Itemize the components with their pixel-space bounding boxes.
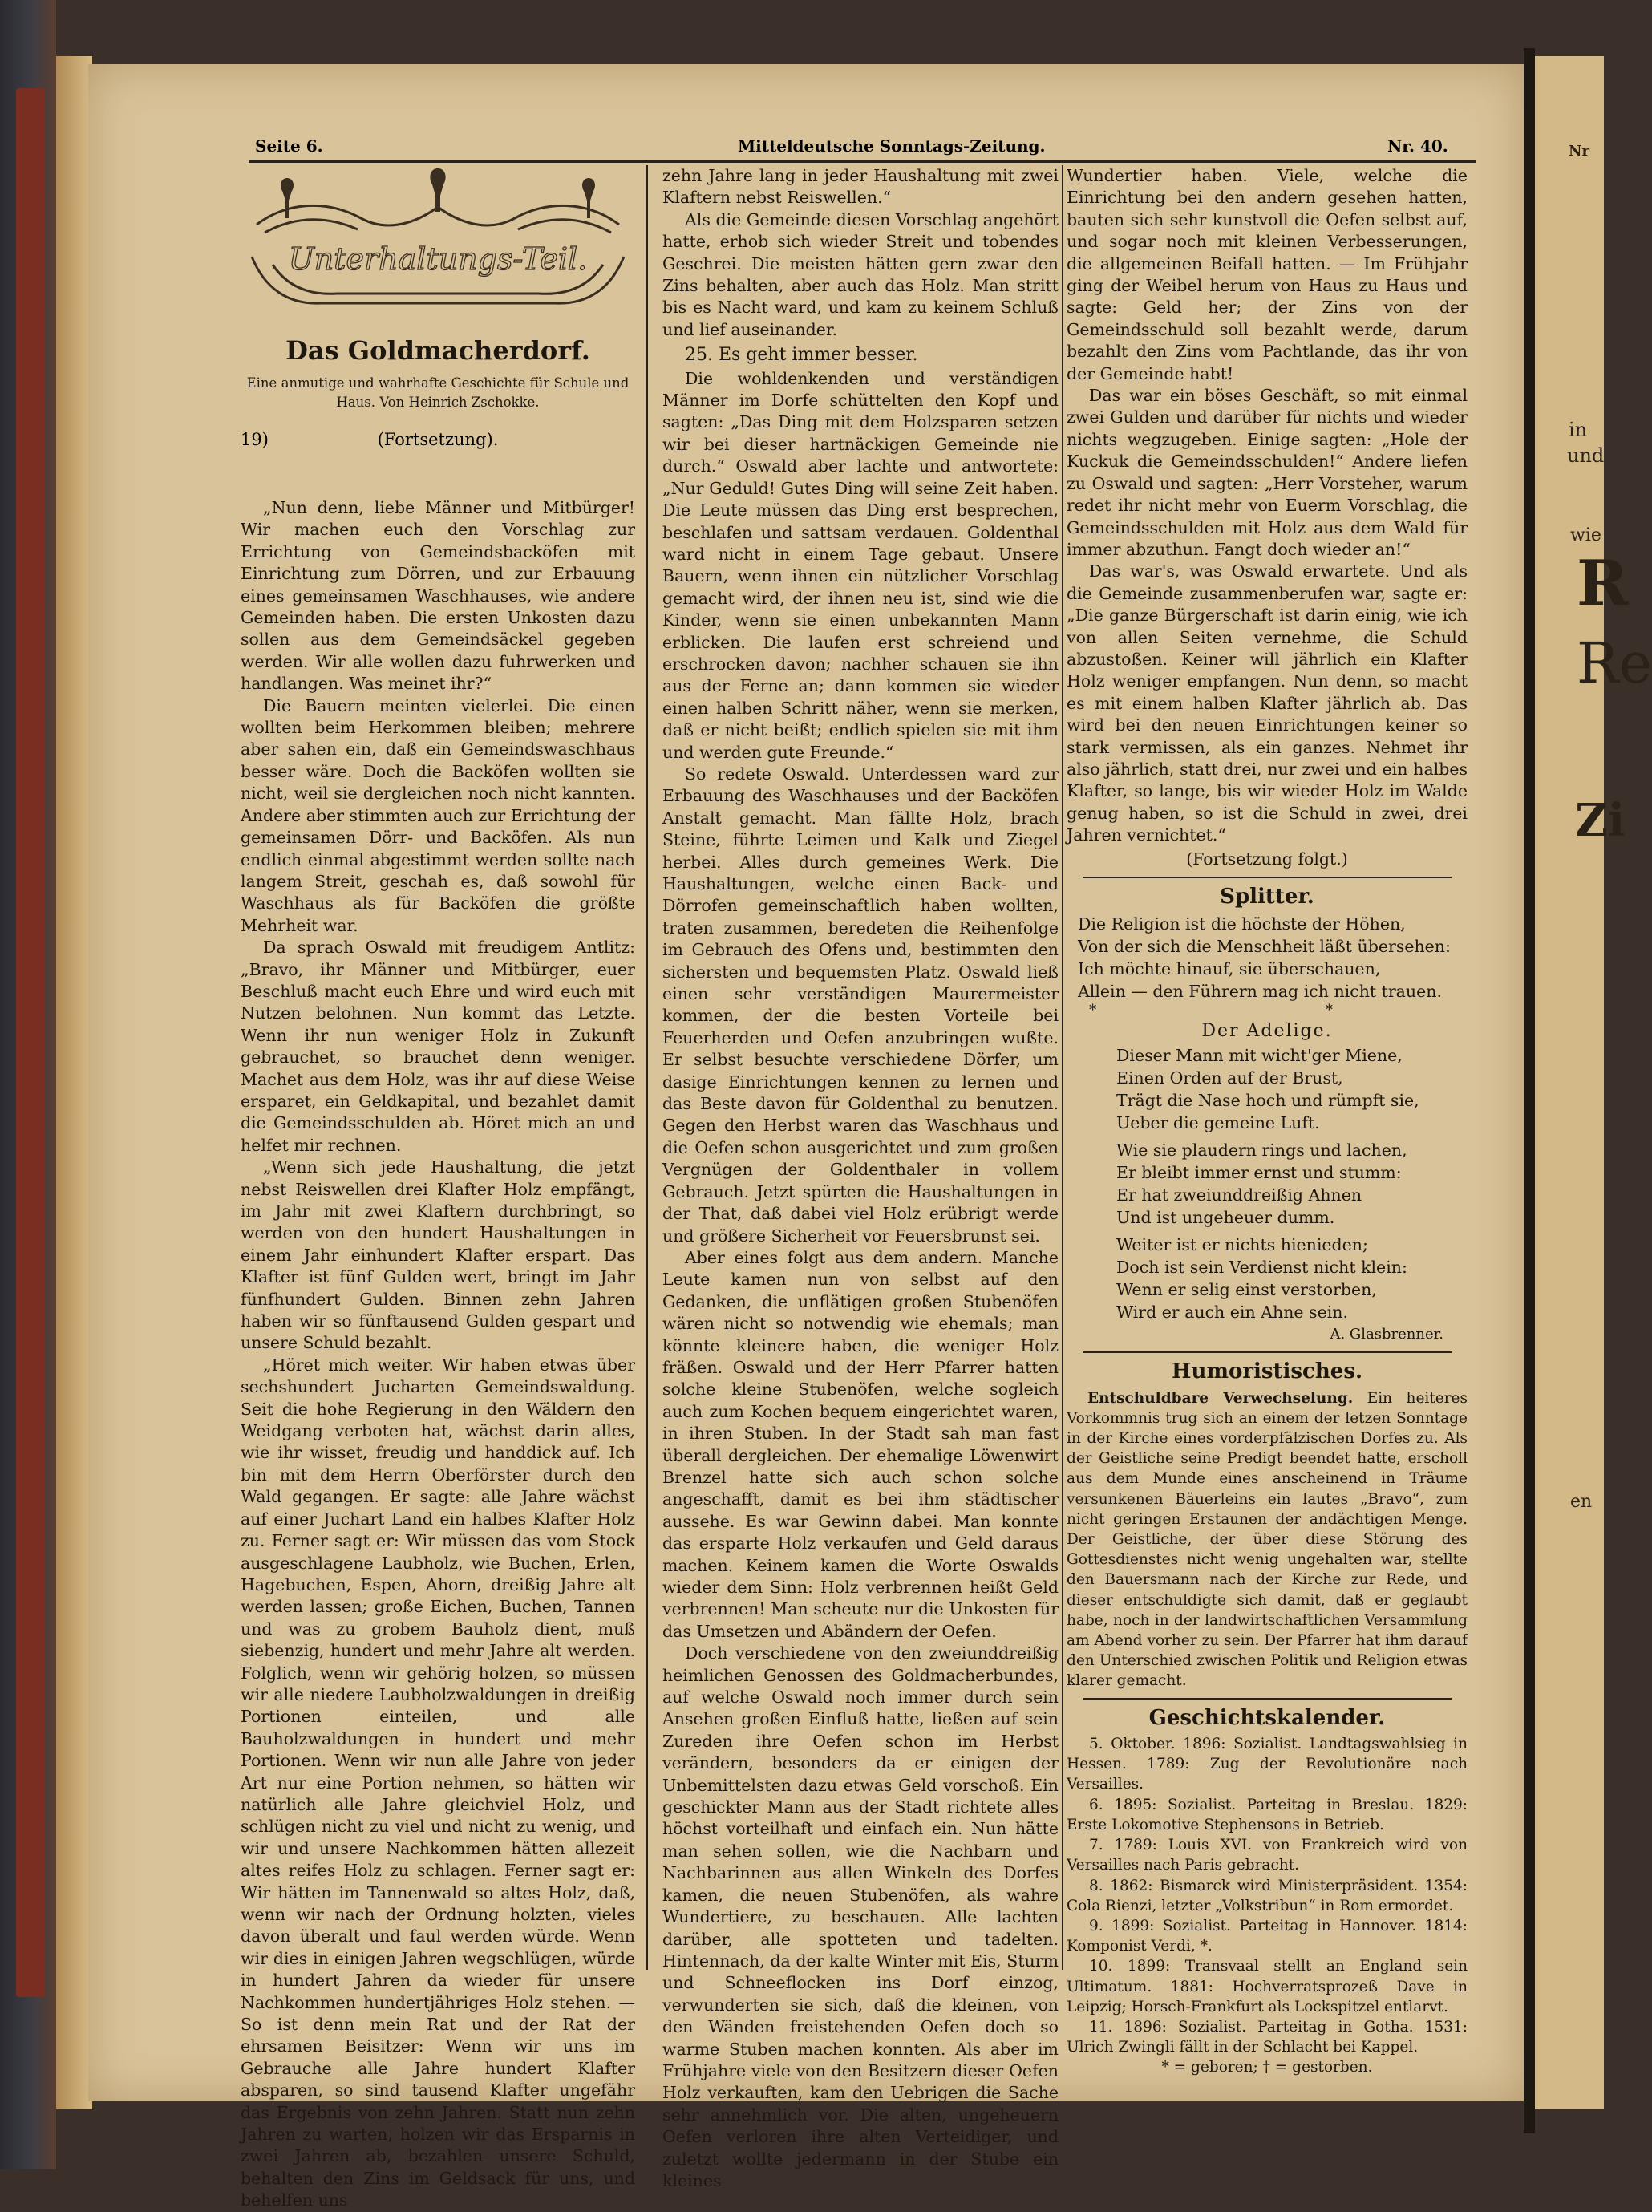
paragraph: So redete Oswald. Unterdessen ward zur Erbauung des Waschhauses und der Backöfen Anstalt gemacht. Man fällte Holz, brach Steine, führte Leimen und Kalk und Ziegel herbei. Alles durch gemeines Werk. Die Haushaltungen, welche einen Back- und Dörrofen gemeinschaftlich haben wollten, traten zusammen, beredeten die Reihenfolge im Gebrauch des Ofens und, bestimmten den sichersten und bequemsten Platz. Oswald ließ einen sehr verständigen Maurermeister kommen, der die besten Vorteile bei Feuerherden und Oefen anzubringen wußte. Er selbst besuchte verschiedene Dörfer, um dasige Einrichtungen kennen zu lernen und das Beste davon für Goldenthal zu benutzen. Gegen den Herbst waren das Waschhaus und die Oefen schon ausgerichtet und zum großen Vergnügen der Goldenthaler in vollem Gebrauch. Jetzt spürten die Haushaltungen in der That, daß dabei viel Holz erübrigt werde und größere Sicherheit vor Feuersbrunst sei. (662, 764, 1059, 1246)
story-title: Das Goldmacherdorf. (285, 335, 590, 366)
splitter-verse (1067, 913, 1468, 1003)
story-subtitle (241, 374, 635, 412)
poem-line: Trägt die Nase hoch und rümpft sie, (1116, 1090, 1419, 1110)
poem-line: Dieser Mann mit wicht'ger Miene, (1116, 1045, 1403, 1065)
column-rule (1062, 165, 1063, 1970)
page-number: Seite 6. (255, 136, 323, 156)
paragraph: „Höret mich weiter. Wir haben etwas über sechshundert Jucharten Gemeindswaldung. Seit die hohe Regierung in den Wäldern den Weidgang verboten hat, wächst darin alles, wie ihr wisset, freudig und handdick auf. Ich bin mit dem Herrn Oberförster durch den Wald gegangen. Er sagte: alle Jahre wächst auf einer Juchart Land ein halbes Klafter Holz zu. Ferner sagt er: Wir müssen das vom Stock ausgeschlagene Laubholz, wie Buchen, Erlen, Hagebuchen, Espen, Ahorn, dreißig Jahre alt werden lassen; große Eichen, Buchen, Tannen und was zu grobem Bauholz dient, muß siebenzig, hundert und mehr Jahre alt werden. Folglich, wenn wir gehörig holzen, so müssen wir alle niedere Laubholzwaldungen in dreißig Portionen einteilen, und alle Bauholzwaldungen in hundert und mehr Portionen. Wenn wir nun alle Jahre von jeder Art nur eine Portion nehmen, so hätten wir natürlich alle Jahre gleichviel Holz, und schlügen nicht zu viel und nicht zu wenig, und wir und unsere Nachkommen hätten allezeit altes reifes Holz zu schlagen. Ferner sagt er: Wir hätten im Tannenwald so altes Holz, daß, wenn wir nach der Ordnung holzten, vieles davon überalt und faul werden würde. Wenn wir dies in einigen Jahren wegschlügen, würde in hundert Jahren da wieder für unsere Nachkommen hundertjähriges Holz stehen. — So ist denn mein Rat und der Rat der ehrsamen Beisitzer: Wenn wir uns im Gebrauche alle Jahre hundert Klafter absparen, so sind tausend Klafter ungefähr das Ergebnis von zehn Jahren. Statt nun zehn Jahren zu warten, holzen wir das Ersparnis in zwei Jahren ab, bezahlen unsere Schuld, behalten den Zins im Geldsack für uns, und behelfen uns (241, 1355, 635, 2210)
subtitle-line: Haus. Von Heinrich Zschokke. (336, 395, 540, 410)
calendar-entry: 11. 1896: Sozialist. Parteitag in Gotha. 1531: Ulrich Zwingli fällt in der Schlacht bei Kappel. (1067, 2018, 1468, 2056)
next-page-fragment: R (1577, 547, 1629, 620)
calendar-entry: 9. 1899: Sozialist. Parteitag in Hannover. 1814: Komponist Verdi, *. (1067, 1917, 1468, 1955)
divider (1083, 1351, 1452, 1353)
calendar-entry: 8. 1862: Bismarck wird Ministerpräsident. 1354: Cola Rienzi, letzter „Volkstribun“ in Rom ermordet. (1067, 1877, 1468, 1914)
poem-line: Und ist ungeheuer dumm. (1116, 1207, 1335, 1227)
binding-strip (16, 88, 45, 1997)
story-column-3 (1067, 165, 1468, 2078)
newspaper-title: Mitteldeutsche Sonntags-Zeitung. (738, 136, 1046, 156)
paragraph: Das war ein böses Geschäft, so mit einmal zwei Gulden und darüber für nichts und wieder nichts wegzugeben. Einige sagten: „Hole der Kuckuk die Gemeindsschulden!“ Andere liefen zu Oswald und sagten: „Herr Vorsteher, warum redet ihr nicht mehr von Euerm Vorschlag, die Gemeindsschulden mit Holz aus dem Wald für immer abzuthun. Fangt doch wieder an!“ (1067, 386, 1468, 559)
verse-line: Die Religion ist die höchste der Höhen, (1078, 914, 1406, 934)
calendar-entry: 6. 1895: Sozialist. Parteitag in Breslau. 1829: Erste Lokomotive Stephensons in Betrieb. (1067, 1796, 1468, 1833)
next-page-edge (1535, 56, 1652, 2109)
paragraph: Doch verschiedene von den zweiunddreißig heimlichen Genossen des Goldmacherbundes, auf welche Oswald noch immer durch sein Ansehen großen Einfluß hatte, ließen auf sein Zureden ihre Oefen schon im Herbst verändern, besonders da er einigen der Unbemittelsten dazu etwas Geld vorschoß. Ein geschickter Mann aus der Stadt richtete alles höchst vorteilhaft und einfach ein. Nun hätte man sehen sollen, wie die Nachbarn und Nachbarinnen aus allen Winkeln des Dorfes kamen, die neuen Stubenöfen, als wahre Wundertiere, zu beschauen. Alle lachten darüber, alle spotteten und tadelten. Hintennach, da der kalte Winter mit Eis, Sturm und Schneeflocken ins Dorf einzog, verwunderten sie sich, daß die kleinen, von den Wänden freistehenden Oefen doch so warme Stuben machen konnten. Als aber im Frühjahre viele von den Besitzern dieser Oefen Holz verkauften, kam den Uebrigen die Sache sehr annehmlich vor. Die alten, ungeheuern Oefen verloren ihre alten Verteidiger, und zuletzt wollte jedermann in der Stube ein kleines (662, 1643, 1059, 2190)
next-page-fragment: Re (1577, 630, 1652, 696)
paragraph: Die Bauern meinten vielerlei. Die einen wollten beim Herkommen bleiben; mehrere aber sahen ein, daß ein Gemeindswaschhaus besser wäre. Doch die Backöfen wollten sie nicht, weil sie dergleichen noch nicht kannten. Andere aber stimmten auch zur Errichtung der gemeinsamen Dörr- und Backöfen. Als nun endlich einmal abgestimmt werden sollte nach langem Streit, geschah es, daß sowohl für Waschhaus als für Backöfen die größte Mehrheit war. (241, 695, 635, 935)
poem-line: Wird er auch ein Ahne sein. (1116, 1302, 1348, 1322)
verse-line: Allein — den Führern mag ich nicht trauen. (1078, 982, 1442, 1002)
humor-title: Entschuldbare Verwechselung. (1087, 1389, 1354, 1407)
story-column-1 (241, 497, 635, 2212)
paragraph: Die wohldenkenden und verständigen Männer im Dorfe schüttelten den Kopf und sagten: „Das Ding mit dem Holzsparen setzen wir bei dieser hartnäckigen Gemeinde nie durch.“ Oswald aber lachte und antwortete: „Nur Geduld! Gutes Ding will seine Zeit haben. Die Leute müssen das Ding erst besprechen, beschlafen und sattsam verdauen. Goldenthal ward nicht in einem Tage gebaut. Unsere Bauern, wenn ihnen ein nützlicher Vorschlag gemacht wird, der ihnen neu ist, sind wie die Kinder, wenn sie einen unbekannten Mann erblicken. Die laufen erst schreiend und erschrocken davon; nachher schauen sie ihn aus der Ferne an; dann kommen sie wieder einen halben Schritt näher, wenn sie merken, daß er nicht beißt; endlich spielen sie mit ihm und werden gute Freunde.“ (662, 368, 1059, 762)
divider (1083, 877, 1452, 878)
calendar-list (1067, 1734, 1468, 2057)
next-page-fragment: en (1570, 1492, 1593, 1512)
separator-stars: * * (1089, 1002, 1445, 1019)
calendar-heading: Geschichtskalender. (1148, 1705, 1386, 1730)
chapter-25-heading: 25. Es geht immer besser. (685, 345, 918, 366)
subtitle-line: Eine anmutige und wahrhafte Geschichte für Schule und (246, 375, 630, 391)
poem-line: Wie sie plaudern rings und lachen, (1116, 1140, 1407, 1160)
poem (1067, 1044, 1468, 1323)
issue-number: Nr. 40. (1387, 136, 1448, 156)
paragraph: „Nun denn, liebe Männer und Mitbürger! Wir machen euch den Vorschlag zur Errichtung von Gemeindsbacköfen mit Einrichtung zum Dörren, und zur Erbauung eines gemeinsamen Waschhauses, wie andere Gemeinden haben. Die ersten Unkosten dazu sollen aus dem Gemeindsäckel gegeben werden. Wir alle wollen dazu fuhrwerken und handlangen. Was meinet ihr?“ (241, 498, 635, 694)
next-page-fragment: Nr (1569, 143, 1589, 160)
paragraph: Als die Gemeinde diesen Vorschlag angehört hatte, erhob sich wieder Streit und tobendes Geschrei. Die meisten hätten gern zwar den Zins behalten, aber auch das Holz. Man stritt bis es Nacht ward, und kam zu keinem Schluß und lief auseinander. (662, 209, 1059, 339)
verse-line: Von der sich die Menschheit läßt übersehen: (1078, 937, 1451, 957)
poem-line: Er bleibt immer ernst und stumm: (1116, 1162, 1402, 1182)
humor-text: Ein heiteres Vorkommnis trug sich an einem der letzen Sonntage in der Kirche eines vorderpfälzischen Dorfes zu. Als der Geistliche seine Predigt beendet hatte, erscholl aus dem Munde eines anscheinend in Träume versunkenen Bäuerleins ein lautes „Bravo“, zum nicht geringen Erstaunen der andächtigen Menge. Der Geistliche, der über diese Störung des Gottesdienstes nicht wenig ungehalten war, stellte den Bauersmann nach der Kirche zur Rede, und dieser entschuldigte sich damit, daß er geglaubt habe, noch in der landwirtschaftlichen Versammlung am Abend vorher zu sein. Der Pfarrer hat ihm darauf den Unterschied zwischen Politik und Religion etwas klarer gemacht. (1067, 1389, 1468, 1690)
paragraph: zehn Jahre lang in jeder Haushaltung mit zwei Klaftern nebst Reiswellen.“ (662, 166, 1059, 208)
paragraph: Das war's, was Oswald erwartete. Und als die Gemeinde zusammenberufen war, sagte er: „Die ganze Bürgerschaft ist darin einig, wie ich von allen Seiten vernehme, die Schuld abzustoßen. Keiner will jährlich ein Klafter Holz weniger empfangen. Nun denn, so macht es mit einem halben Klafter jährlich ab. Das wird bei den neuen Einrichtungen keiner so stark vermissen, als ein ganzes. Nehmet ihr also jährlich, statt drei, nur zwei und ein halbes Klafter, so lange, bis wir wieder Holz im Walde genug haben, so ist die Schuld in zwei, drei Jahren vernichtet.“ (1067, 561, 1468, 845)
poem-line: Doch ist sein Verdienst nicht klein: (1116, 1257, 1407, 1277)
humor-heading: Humoristisches. (1171, 1359, 1363, 1384)
continuation-label: (Fortsetzung). (377, 430, 499, 449)
paragraph: Wundertier haben. Viele, welche die Einrichtung bei den andern gesehen hatten, bauten sich sehr kunstvoll die Oefen selbst auf, und sogar noch mit kleinen Verbesserungen, die allgemeinen Beifall hatten. — Im Frühjahr ging der Weibel herum von Haus zu Haus und sagte: Geld her; der Zins von der Gemeindsschuld soll bezahlt werde, darum bezahlt den Zins vom Pachtlande, das ihr von der Gemeinde habt! (1067, 166, 1468, 383)
page-edges (56, 56, 92, 2109)
calendar-legend: * = geboren; † = gestorben. (1161, 2059, 1373, 2076)
story-column-2 (662, 165, 1059, 2192)
next-page-fragment: wie (1570, 525, 1601, 545)
poem-title: Der Adelige. (1201, 1021, 1333, 1042)
poem-line: Weiter ist er nichts hienieden; (1116, 1234, 1368, 1254)
section-banner: Unterhaltungs-Teil. (288, 241, 588, 277)
humor-article (1067, 1388, 1468, 1691)
paragraph: Da sprach Oswald mit freudigem Antlitz: „Bravo, ihr Männer und Mitbürger, euer Beschluß macht euch Ehre und wird euch mit Nutzen belohnen. Nun kommt das Letzte. Wenn ihr nun weniger Holz in Zukunft gebrauchet, so brauchet denn weniger. Machet aus dem Holz, was ihr auf diese Weise ersparet, ein Geldkapital, und bezahlet damit die Gemeindsschulden ab. Höret mich an und helfet mir rechnen. (241, 938, 635, 1155)
book-binding (0, 0, 56, 2169)
chapter-number: 19) (241, 430, 269, 449)
next-page-fragment: in (1569, 419, 1588, 441)
poem-line: Ueber die gemeine Luft. (1116, 1112, 1320, 1132)
gutter (1524, 48, 1535, 2133)
calendar-entry: 10. 1899: Transvaal stellt an England sein Ultimatum. 1881: Hochverratsprozeß Dave in Leipzig; Horsch-Frankfurt als Lockspitzel entlarvt. (1067, 1958, 1468, 2016)
divider (1083, 1698, 1452, 1700)
calendar-entry: 7. 1789: Louis XVI. von Frankreich wird von Versailles nach Paris gebracht. (1067, 1837, 1468, 1874)
paragraph: „Wenn sich jede Haushaltung, die jetzt nebst Reiswellen drei Klafter Holz empfängt, im Jahr mit zwei Klaftern durchbringt, so werden von den hundert Haushaltungen in einem Jahr einhundert Klafter erspart. Das Klafter ist fünf Gulden wert, bringt im Jahr fünfhundert Gulden. Binnen zehn Jahren haben wir so fünftausend Gulden gespart und unsere Schuld bezahlt. (241, 1157, 635, 1353)
continued-note: (Fortsetzung folgt.) (1186, 849, 1348, 869)
poem-line: Er hat zweiunddreißig Ahnen (1116, 1185, 1362, 1205)
paragraph: Aber eines folgt aus dem andern. Manche Leute kamen nun von selbst auf den Gedanken, die unflätigen großen Stubenöfen wären nicht so notwendig wie ehemals; man könnte kleinere haben, die weniger Holz fräßen. Oswald und der Herr Pfarrer hatten solche kleine Stubenöfen, welche sogleich auch zum Kochen bequem eingerichtet waren, in ihren Stuben. In der Stadt sah man fast überall dergleichen. Der ehemalige Löwenwirt Brenzel hatte sich auch schon solche angeschafft, damit es bei ihm städtischer aussehe. Es war Gewinn dabei. Man konnte das ersparte Holz verkaufen und Geld daraus machen. Keinem kamen die Worte Oswalds wieder dem Sinn: Holz verbrennen heißt Geld verbrennen! Man scheute nur die Unkosten für das Umsetzen und Abändern der Oefen. (662, 1247, 1059, 1641)
poem-line: Wenn er selig einst verstorben, (1116, 1279, 1377, 1299)
column-rule (646, 165, 648, 1970)
calendar-entry: 5. Oktober. 1896: Sozialist. Landtagswahlsieg in Hessen. 1789: Zug der Revolutionäre nach Versailles. (1067, 1736, 1468, 1793)
header-rule (249, 160, 1476, 163)
poem-author: A. Glasbrenner. (1330, 1325, 1443, 1343)
next-page-fragment: Zi (1575, 794, 1626, 847)
splitter-heading: Splitter. (1220, 885, 1314, 909)
section-ornament (241, 168, 635, 321)
verse-line: Ich möchte hinauf, sie überschauen, (1078, 959, 1381, 979)
next-page-fragment: und (1567, 444, 1605, 467)
poem-line: Einen Orden auf der Brust, (1116, 1068, 1343, 1088)
